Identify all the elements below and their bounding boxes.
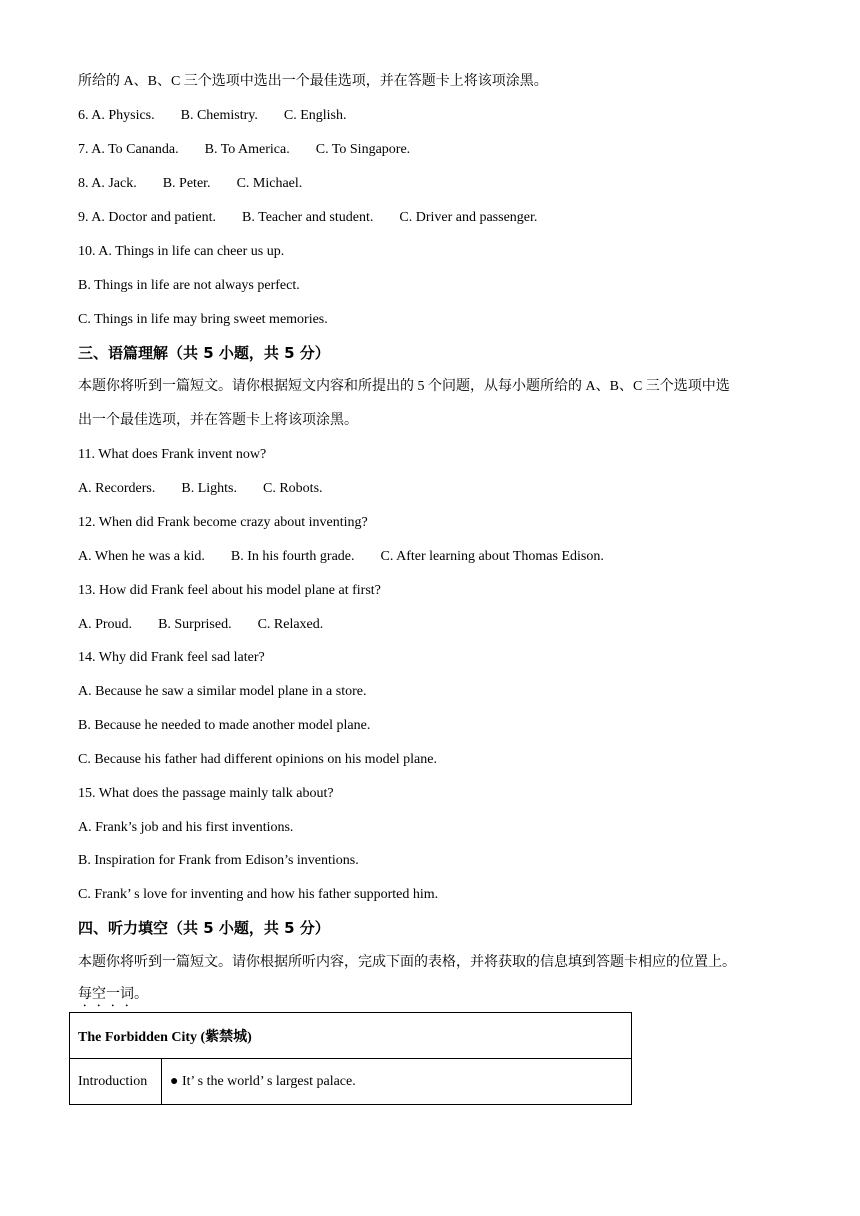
question-7 (78, 140, 410, 160)
question-10-c: C. Things in life may bring sweet memories. (78, 312, 328, 327)
section-4-title: 四、听力填空（共 5 小题，共 5 分） (78, 919, 330, 937)
option-b: B. Chemistry. (180, 108, 258, 123)
section-4-instructions-2: 每空一词。 (78, 987, 148, 1002)
option-c: C. Relaxed. (257, 617, 324, 632)
option-b: B. Peter. (162, 176, 211, 191)
question-10-b: B. Things in life are not always perfect. (78, 278, 300, 293)
option-b: B. In his fourth grade. (230, 549, 355, 564)
option-a: A. When he was a kid. (78, 549, 205, 564)
option-c: C. To Singapore. (315, 142, 411, 157)
section-3-instructions-1: 本题你将听到一篇短文。请你根据短文内容和所提出的 5 个问题，从每小题所给的 A、B、C 三个选项中选 (78, 379, 730, 394)
question-8 (78, 174, 302, 194)
question-11-options (78, 479, 323, 499)
question-12-options (78, 547, 604, 567)
option-b: B. Surprised. (158, 617, 232, 632)
option-a: A. Recorders. (78, 481, 156, 496)
option-a: 8. A. Jack. (78, 176, 137, 191)
section-4-instructions-1: 本题你将听到一篇短文。请你根据所听内容，完成下面的表格，并将获取的信息填到答题卡相应的位置上。 (78, 955, 736, 970)
option-b: B. To America. (204, 142, 290, 157)
option-c: C. Michael. (236, 176, 303, 191)
question-9 (78, 208, 537, 228)
option-c: C. Driver and passenger. (399, 210, 538, 225)
intro-line: 所给的 A、B、C 三个选项中选出一个最佳选项，并在答题卡上将该项涂黑。 (78, 74, 548, 89)
row-text: ● It’ s the world’ s largest palace. (162, 1059, 632, 1105)
row-label: Introduction (70, 1059, 162, 1105)
question-14-b: B. Because he needed to made another model plane. (78, 718, 371, 733)
option-a: 6. A. Physics. (78, 108, 155, 123)
question-15-b: B. Inspiration for Frank from Edison’s inventions. (78, 853, 359, 868)
question-14-a: A. Because he saw a similar model plane in a store. (78, 684, 367, 699)
section-3-title: 三、语篇理解（共 5 小题，共 5 分） (78, 344, 330, 362)
table-header: The Forbidden City (紫禁城) (70, 1013, 632, 1059)
question-12: 12. When did Frank become crazy about inventing? (78, 515, 368, 530)
table-header-row (70, 1013, 632, 1059)
option-b: B. Lights. (181, 481, 237, 496)
option-a: A. Proud. (78, 617, 133, 632)
option-a: 9. A. Doctor and patient. (78, 210, 217, 225)
option-c: C. English. (283, 108, 347, 123)
option-b: B. Teacher and student. (242, 210, 374, 225)
question-14: 14. Why did Frank feel sad later? (78, 650, 265, 665)
question-6 (78, 106, 347, 126)
option-c: C. After learning about Thomas Edison. (380, 549, 604, 564)
table-row (70, 1059, 632, 1105)
question-13: 13. How did Frank feel about his model plane at first? (78, 583, 381, 598)
emphasized-text: 每空一词 (78, 987, 134, 1002)
question-11: 11. What does Frank invent now? (78, 447, 267, 462)
section-3-instructions-2: 出一个最佳选项，并在答题卡上将该项涂黑。 (78, 413, 358, 428)
info-table (69, 1012, 632, 1105)
option-c: C. Robots. (263, 481, 323, 496)
question-15-c: C. Frank’ s love for inventing and how his father supported him. (78, 887, 439, 902)
question-10-a: 10. A. Things in life can cheer us up. (78, 244, 285, 259)
option-a: 7. A. To Cananda. (78, 142, 179, 157)
question-14-c: C. Because his father had different opinions on his model plane. (78, 752, 437, 767)
question-13-options (78, 615, 323, 635)
question-15: 15. What does the passage mainly talk about? (78, 786, 334, 801)
question-15-a: A. Frank’s job and his first inventions. (78, 820, 294, 835)
